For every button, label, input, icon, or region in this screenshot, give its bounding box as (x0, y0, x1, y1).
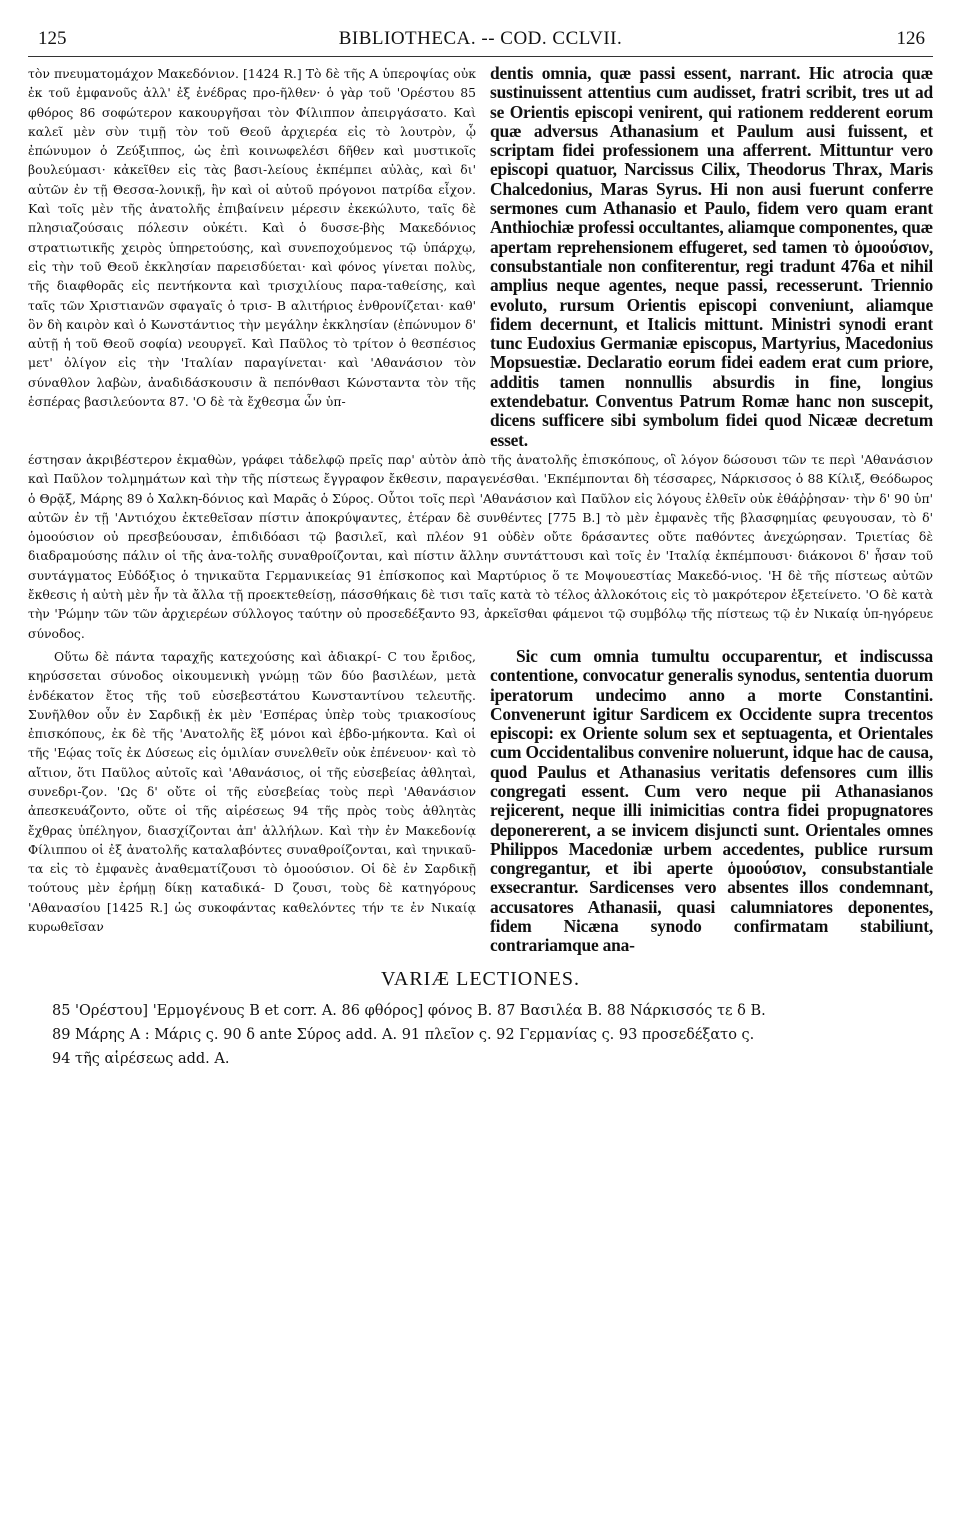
latin-column-2 (490, 647, 933, 956)
variant-line: 89 Μάρης A : Μάρις ς. 90 δ ante Σύρος add. A. 91 πλεῖον ς. 92 Γερμανίας ς. 93 προσεδέξατο ς. (52, 1026, 755, 1043)
latin-text-1: dentis omnia, quæ passi essent, narrant. Hic atrocia quæ sustinuissent attentius cum audisset, fratri scribit, tres ut ad se Orientis episcopi venirent, qui rationem redderent eorum quæ adversus Athanasium et Paulum ausi fuissent, et scriptam fidei professionem una afferrent. Mittuntur vero episcopi quatuor, Narcissus Cilix, Theodorus Thrax, Maris Chalcedonius, Maras Syrus. Hi non ausi fuerunt conferre sermones cum Athanasio et Paulo, fidem vero quam erant Anthiochiæ professi occultantes, aliamque componentes, quæ apertam reprehensionem effugeret, sed tamen τὸ ὁμοούσιον, consubstantiale non confiterentur, regi tradunt 476a et nihil amplius neque agentes, neque passi, recesserunt. Triennio evoluto, rursum Orientis episcopi conveniunt, aliamque fidem decernunt, et Italicis mittunt. Ministri synodi erant tunc Eudoxius Germaniæ episcopus, Martyrius, Macedonius Mopsuestiæ. Declaratio eorum fidei eadem erat cum priore, additis tamen nonnullis absurdis in fine, longius extendebatur. Conventus Patrum Romæ hanc non suscepit, dicens sufficere sibi symbolum fidei quod Nicææ decretum esset. (490, 63, 933, 450)
variant-line: 94 τῆς αἱρέσεως add. A. (52, 1050, 230, 1067)
greek-text-2: Οὕτω δὲ πάντα ταραχῆς κατεχούσης καὶ ἀδιακρί- C του ἔριδος, κηρύσσεται σύνοδος οἰκουμενικὴ γνώμῃ τῶν δύο βασιλέων, μετὰ ἑνδέκατον ἔτος τῆς τοῦ εὐσεβεστάτου Κωνσταντίνου τελευτῆς. Συνῆλθον οὖν ἐν Σαρδικῇ ἐκ μὲν 'Εσπέρας ὑπὲρ τοὺς τριακοσίους ἐπισκόπους, ἐκ δὲ τῆς 'Ανατολῆς ἓξ μόνοι καὶ ἑβδο-μήκοντα. Καὶ οἱ τῆς 'Εῴας τοῖς ἐκ Δύσεως εἰς ὁμιλίαν συνελθεῖν οὐκ ἐπένευον· καὶ τὸ αἴτιον, ὅτι Παῦλος αὐτοῖς καὶ 'Αθανάσιος, οἱ τῆς εὐσεβείας ἀθληταὶ, συνεδρι-ζον. 'Ως δ' οὔτε οἱ τῆς εὐσεβείας τοὺς περὶ 'Αθανάσιον ἀπεσκευάζοντο, οὔτε οἱ τῆς αἱρέσεως 94 τῆς πρὸς τοὺς ἀθλητὰς ἔχθρας ὑπέληγον, διασχίζονται ἀπ' ἀλλήλων. Καὶ τὴν ἐν Μακεδονίᾳ Φίλιππου οἱ ἐξ ἀνατολῆς καταλαβόντες συναθροίζονται, καὶ τηνικαῦ-τα εἰς τὸ ἐμφανὲς ἀναθεματίζουσι τὸ ὁμοούσιον. Οἱ δὲ ἐν Σαρδικῇ τούτους μὲν ἐρήμῃ δίκῃ καταδικά- D ζουσι, τοὺς δὲ κατηγόρους 'Αθανασίου [1425 R.] ὡς συκοφάντας καθελόντες τήν τε ἐν Νικαίᾳ κυρωθεῖσαν (28, 648, 476, 935)
page-number-right: 126 (896, 28, 925, 49)
variae-lectiones (28, 999, 933, 1071)
greek-text-1: τὸν πνευματομάχον Μακεδόνιον. [1424 R.] Τὸ δὲ τῆς A ὑπεροψίας οὐκ ἐκ τοῦ ἐμφανοῦς ἀλλ' ἐξ ἐνέδρας προ-ῆλθεν· ὁ γὰρ τοῦ 'Ορέστου 85 φθόρος 86 σοφώτερον κακουργῆσαι τὸν Φίλιππον ἀπειργάσατο. Καὶ καλεῖ μὲν σὺν τιμῇ τὸν τοῦ Θεοῦ ἀρχιερέα εἰς τὸ λουτρὸν, ᾧ ἐπώνυμον ὁ Ζεύξιππος, ὡς ἐπὶ κοινωφελέσι δῆθεν καὶ μυστικοῖς βουλεύμασι· κἀκεῖθεν εἰς τὰς βασι-λείους ἐκπέμπει αὐλὰς, καὶ δι' αὐτῶν ἐν τῇ Θεσσα-λονικῇ, ἣν καὶ οἱ αὐτοῦ πρόγονοι πατρίδα εἶχον. Καὶ τοῖς μὲν τῆς ἀνατολῆς ἐπιβαίνειν μέρεσιν ἐκεκώλυτο, ταῖς δὲ πλησιαζούσαις πόλεσιν οὐκέτι. Καὶ ὁ δυσσε-βὴς Μακεδόνιος στρατιωτικῆς χειρὸς ὑπηρετούσης, καὶ συνεποχούμενος τῷ ὑπάρχῳ, εἰς τὴν τοῦ Θεοῦ ἐκκλησίαν παρεισδύεται· καὶ φόνος γίνεται πολὺς, τῆς διαφθορᾶς εἰς πεντήκοντα καὶ τρισχιλίους παρα-ταθείσης, καὶ ταῖς τῶν Χριστιανῶν σφαγαῖς ὁ τρισ- B αλιτήριος ἐνθρονίζεται· καθ' ὃν δὴ καιρὸν καὶ ὁ Κωνστάντιος τὴν μεγάλην ἐκκλησίαν (ἐπώνυμον δ' αὐτῇ ἡ τοῦ Θεοῦ σοφία) νεουργεῖ. Καὶ Παῦλος τὸ τρίτον ὁ θεσπέσιος μετ' ὀλίγον εἰς τὴν 'Ιταλίαν παραγίνεται· καὶ 'Αθανάσιον τὸν σύναθλον λαβὼν, ἀναδιδάσκουσιν ἃ πεπόνθασι Κώνσταντα τὸν τῆς ἑσπέρας βασιλεύοντα 87. 'Ο δὲ τὰ ἔχθεσμα ὧν ὑπ- (28, 66, 476, 410)
variae-lectiones-title: VARIÆ LECTIONES. (381, 967, 580, 990)
greek-full-width: έστησαν ἀκριβέστερον ἐκμαθὼν, γράφει τἀδελφῷ πρεῖς παρ' αὐτὸν ἀπὸ τῆς ἀνατολῆς ἐπισκόπους, οἳ λόγον δώσουσι τῶν τε περὶ 'Αθανάσιον καὶ Παῦλον τολμημάτων καὶ τὴν τῆς πίστεως ἔγγραφον ἔκθεσιν, παραγενέσθαι. 'Εκπέμπονται δὴ τέσσαρες, Νάρκισσος ὁ 88 Κίλιξ, Θεόδωρος ὁ Θρᾷξ, Μάρης 89 ὁ Χαλκη-δόνιος καὶ Μαρᾶς ὁ Σύρος. Οὗτοι τοῖς περὶ 'Αθανάσιον καὶ Παῦλον εἰς λόγους ἐλθεῖν οὐκ ἐθάῤῥησαν· τὴν δ' 90 ὑπ' αὐτῶν ἐν τῇ 'Αντιόχου ἐκτεθεῖσαν πίστιν ἀποκρύψαντες, ἑτέραν δὲ συνθέντες [775 B.] τὸ μὲν ἐμφανὲς τῆς βλασφημίας φευγουσαν, τὸ δ' ὁμοούσιον οὐ πρεσβεύουσαν, ἐπιδιδόασι τῷ βασιλεῖ, καὶ πλέον 91 οὐδὲν οὔτε δράσαντες οὔτε παθόντες ἀνεχώρησαν. Τριετίας δὲ διαδραμούσης πάλιν οἱ τῆς ἀνα-τολῆς συναθροίζονται, καὶ πίστιν ἄλλην συντάττουσι καὶ τοῖς ἐν 'Ιταλίᾳ ἐκπέμπουσι· διάκονοι δ' ἦσαν τοῦ συντάγματος Εὐδόξιος ὁ τηνικαῦτα Γερμανικείας 91 ἐπίσκοπος καὶ Μαρτύριος ὅ τε Μοψουεστίας Μακεδό-νιος. 'Η δὲ τῆς πίστεως αὐτῶν ἔκθεσις ἡ αὐτὴ μὲν ἦν τὰ ἄλλα τῇ προεκτεθείσῃ, πάσσθήκαις δὲ τισι ταῖς κατὰ τὸ τέλος ἀλλοκότοις εἰς τὸ μακρότερον ἐξετείνετο. 'Ο δὲ κατὰ τὴν 'Ρώμην τῶν τῶν ἀρχιερέων σύλλογος ταύτην οὐ προσεδέξαντο 93, ἀρκεῖσθαι φάμενοι τῷ συμβόλῳ τῆς πίστεως τῷ ἐν Νικαίᾳ ὑπ-ηγόρευε σύνοδος. (28, 451, 933, 641)
running-head: BIBLIOTHECA. -- COD. CCLVII. (338, 28, 623, 49)
header-rule (28, 56, 933, 57)
variant-line: 85 'Ορέστου] 'Ερμογένους B et corr. A. 86 φθόρος] φόνος B. 87 Βασιλέα B. 88 Νάρκισσός τε δ B. (52, 1002, 766, 1019)
latin-column-1 (490, 64, 933, 450)
latin-text-2: Sic cum omnia tumultu occuparentur, et indiscussa contentione, convocatur generalis synodus, sententia duorum iperatorum undecimo anno a morte Constantini. Convenerunt igitur Sardicem ex Occidente supra trecentos episcopi: ex Oriente solum sex et septuagenta, et Orientales cum Occidentalibus convenire noluerunt, idque hac de causa, quod Paulus et Athanasius veritatis defensores cum illis congregati essent. Cum vero neque pii Athanasianos rejicerent, neque illi inimicitias contra fidei propugnatores deponererent, a se invicem disjuncti sunt. Orientales omnes Philippos Macedoniæ urbem accedentes, publice rursum congregantur, et ibi aperte ὁμοούσιον, consubstantiale exsecrantur. Sardicenses vero absentes illos condemnant, accusatores Athanasii, quasi calumniatores deponentes, fidem Nicæna synodo confirmatam stabiliunt, contrariamque ana- (490, 645, 933, 956)
greek-column-2 (28, 647, 476, 956)
page-number-left: 125 (38, 28, 67, 49)
page (28, 24, 933, 1524)
parallel-block-2 (28, 647, 933, 956)
greek-column-1 (28, 64, 476, 450)
parallel-block-1 (28, 64, 933, 450)
page-header (28, 24, 933, 58)
